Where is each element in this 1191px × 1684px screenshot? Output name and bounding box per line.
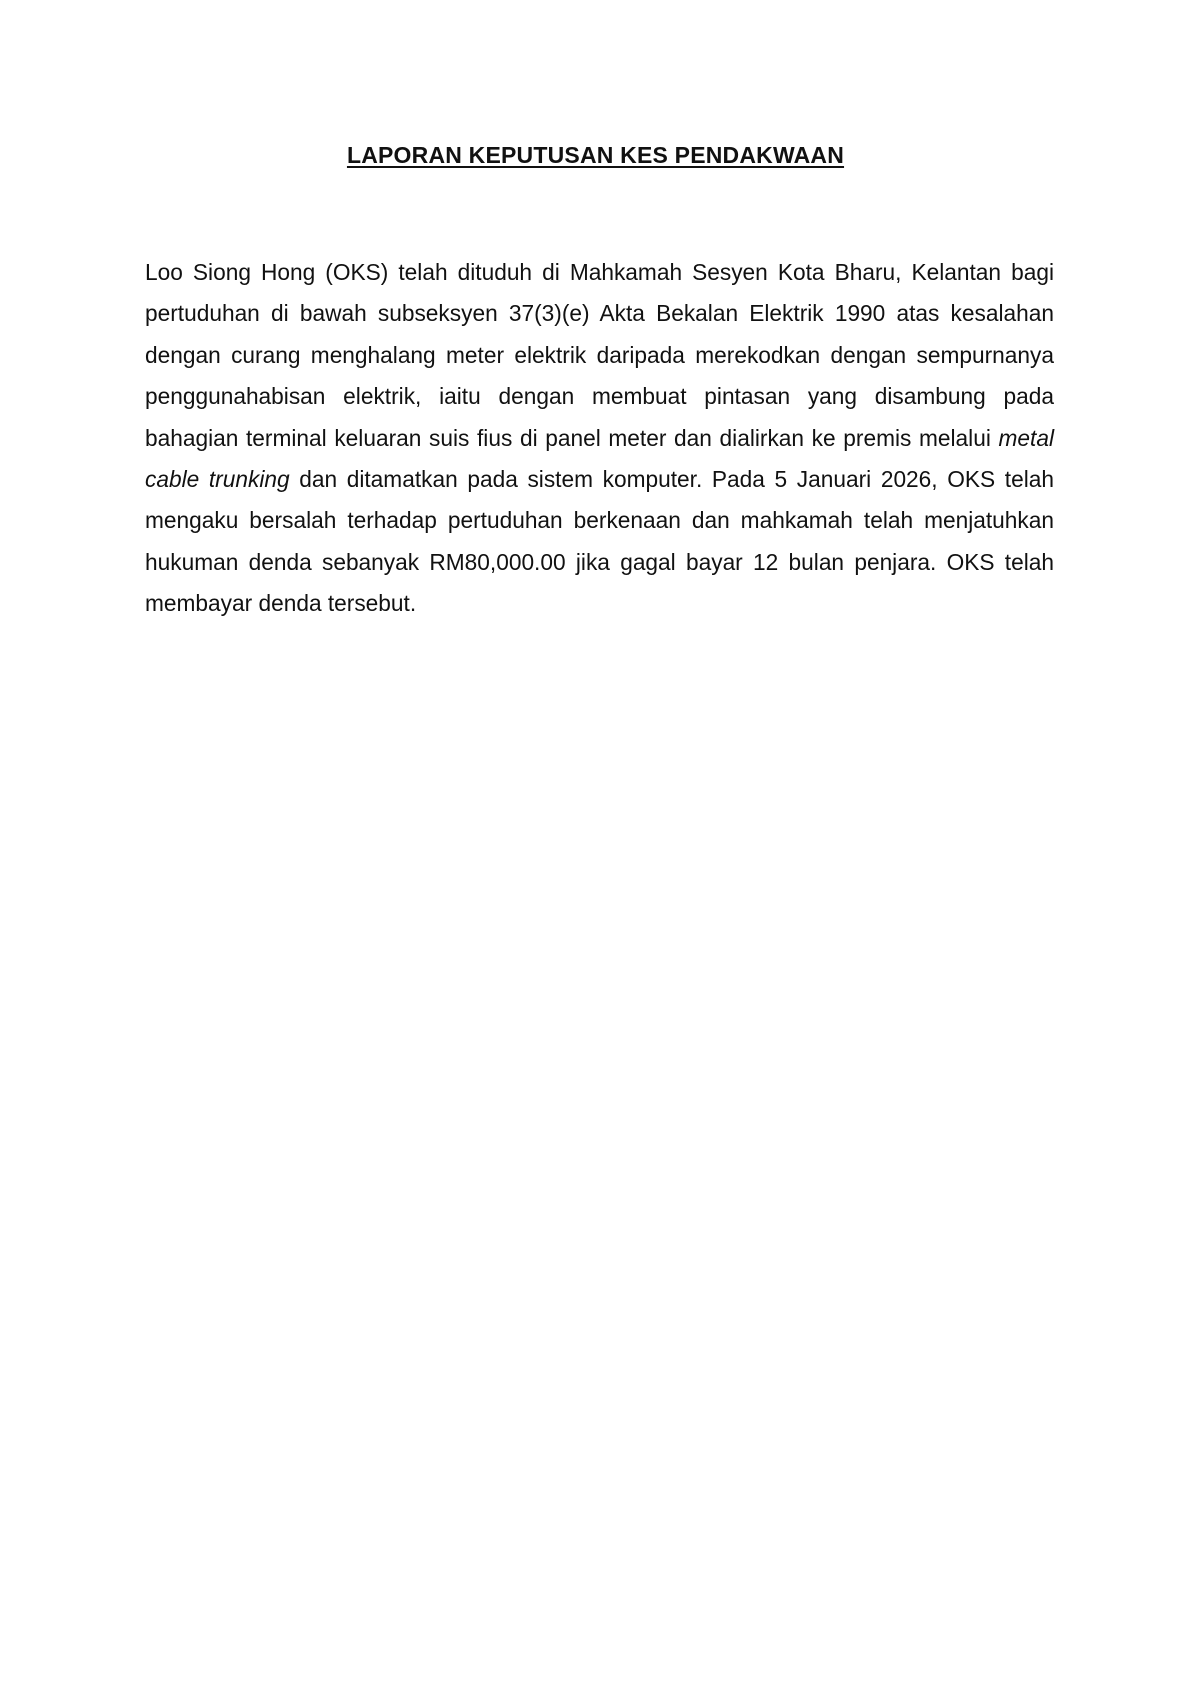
- paragraph-italic-term: metal cable trunking: [145, 424, 1054, 493]
- paragraph-text-end: dan ditamatkan pada sistem komputer. Pada 5 Januari 2026, OKS telah mengaku bersalah terhadap pertuduhan berkenaan dan mahkamah telah menjatuhkan hukuman denda sebanyak RM80,000.00 jika gagal bayar 12 bulan penjara. OKS telah membayar denda tersebut.: [145, 466, 1054, 617]
- document-title: LAPORAN KEPUTUSAN KES PENDAKWAAN: [346, 142, 845, 168]
- paragraph-text-start: Loo Siong Hong (OKS) telah dituduh di Mahkamah Sesyen Kota Bharu, Kelantan bagi pertuduhan di bawah subseksyen 37(3)(e) Akta Bekalan Elektrik 1990 atas kesalahan dengan curang menghalang meter elektrik daripada merekodkan dengan sempurnanya penggunahabisan elektrik, iaitu dengan membuat pintasan yang disambung pada bahagian terminal keluaran suis fius di panel meter dan dialirkan ke premis melalui: [145, 259, 1054, 451]
- case-summary-paragraph: [145, 252, 1054, 625]
